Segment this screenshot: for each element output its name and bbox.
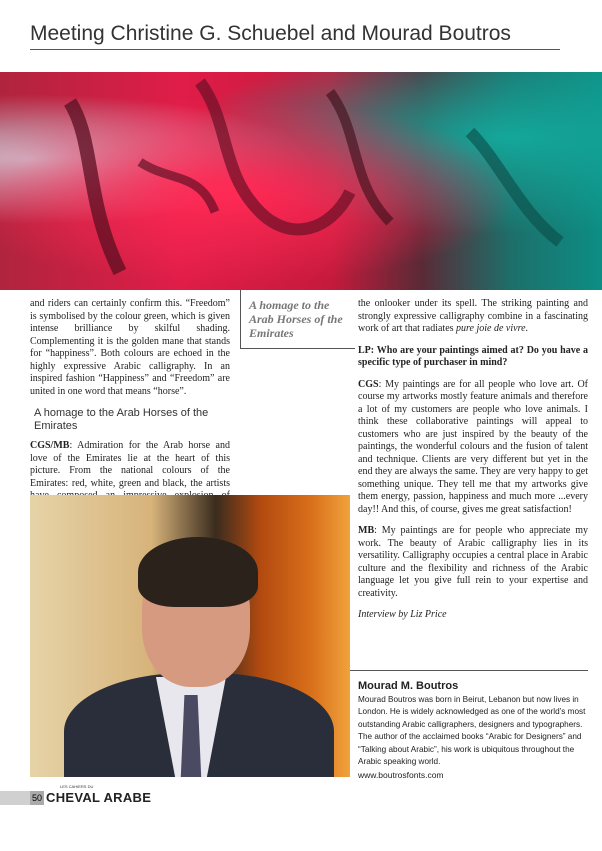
magazine-brand-small: LES CAHIERS DU [60, 784, 94, 789]
page-title: Meeting Christine G. Schuebel and Mourad Boutros [30, 22, 560, 50]
bio-name: Mourad M. Boutros [358, 680, 459, 692]
bio-text: Mourad Boutros was born in Beirut, Lebanon but now lives in London. He is widely acknowledged as one of the world’s most outstanding Arabic calligraphers, designers and typographers. The author of the acclaimed books “Arabic for Designers” and “Talking about Arabic”, his work is ubiquitous throughout the Arabic speaking world. [358, 694, 586, 766]
pull-quote: A homage to the Arab Horses of the Emirates [240, 290, 355, 349]
article-column-left [30, 298, 230, 524]
paragraph-text: : Admiration for the Arab horse and love of the Emirates lie at the heart of this picture. From the national colours of the Emirates: red, white, green and black, the artists [30, 440, 230, 489]
calligraphy-strokes [0, 72, 602, 290]
paragraph-text: : My paintings are for people who appreciate my work. The beauty of Arabic calligraphy lies in its versatility. Calligraphy occupies a central place in Arabic culture and the flexibility and richness of the Arabic language let you give full rein to your expertise and creativity. [358, 525, 588, 599]
paragraph [358, 298, 588, 336]
paragraph-text: . [525, 323, 529, 334]
paragraph [358, 525, 588, 600]
author-bio [358, 680, 588, 769]
magazine-brand: CHEVAL ARABE [46, 790, 152, 805]
website-link[interactable]: www.boutrosfonts.com [358, 770, 444, 780]
article-column-right [358, 298, 588, 631]
interview-credit: Interview by Liz Price [358, 609, 447, 620]
interview-question: LP: Who are your paintings aimed at? Do you have a specific type of purchaser in mind? [358, 344, 588, 368]
portrait-photo [30, 495, 350, 777]
speaker-label: CGS/MB [30, 440, 70, 451]
section-subheading: A homage to the Arab Horses of the Emirates [34, 407, 209, 432]
page-number: 50 [31, 793, 42, 803]
paragraph [358, 379, 588, 517]
paragraph: and riders can certainly confirm this. “Freedom” is symbolised by the colour green, which is given intense brilliance by skilful shading. Complementing it is the golden mane that stands for “happiness”. Both colours are echoed in the highly expressive Arabic calligraphy. In an inspired fashion “Happiness” and “Freedom” are united in one word that means “horse”. [30, 298, 230, 397]
photo-hair [138, 537, 258, 607]
speaker-label: MB [358, 525, 375, 536]
paragraph-text: the onlooker under its spell. The striking painting and strongly expressive calligraphy combine in a fascinating work of art that radiates [358, 298, 588, 334]
speaker-label: CGS [358, 378, 379, 390]
emphasis-text: pure joie de vivre [456, 323, 526, 334]
paragraph-text: : My paintings are for all people who love art. Of course my artworks mostly feature animals and therefore a lot of my customers are people who love animals. I think these collaborative paintings will appeal to customers who are just inspired by the beauty of the paintings, the wonderful colours and the fusion of talent and technique. Clients are very different but yet in the end they are always the same. They are very happy to get something unique. They tell me that my artworks give them energy, passion, happiness and much more ...every day!! And this, of course, gives me great satisfaction! [358, 378, 588, 515]
bio-divider [350, 670, 588, 671]
footer-bar [0, 791, 30, 805]
calligraphy-painting-banner [0, 72, 602, 290]
